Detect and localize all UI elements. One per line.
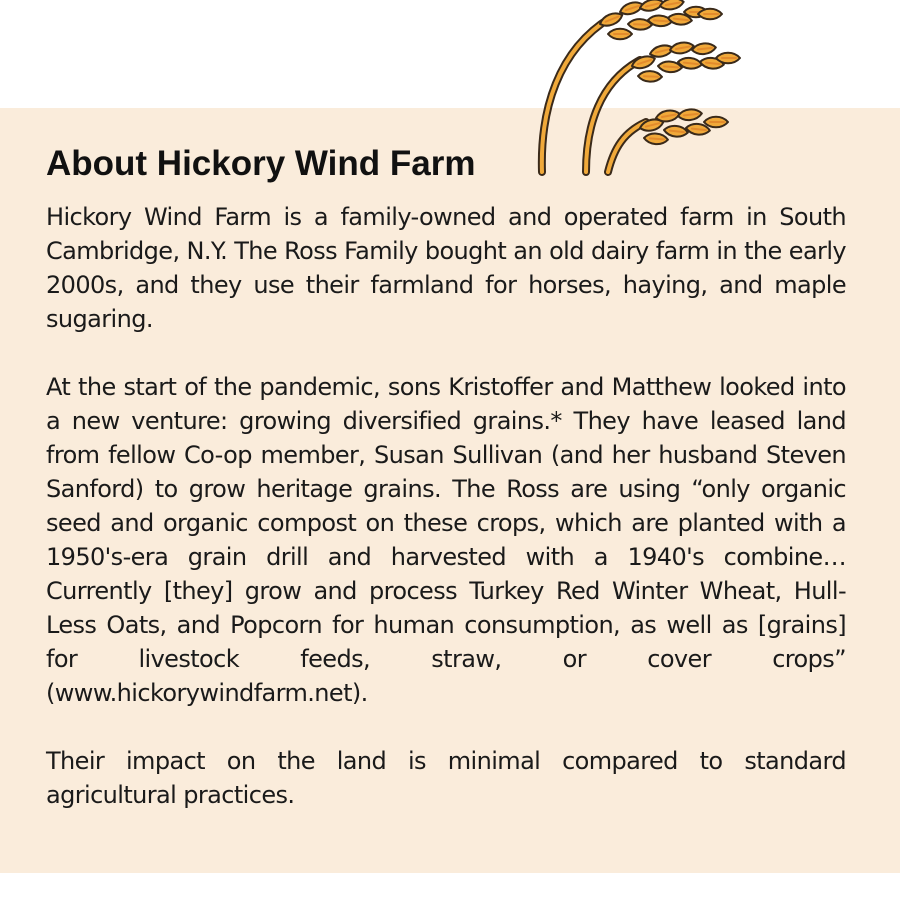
paragraph-grains: At the start of the pandemic, sons Kristoffer and Matthew looked into a new venture: growing diversified grains.* They have leased land from fellow Co-op member, Susan Sullivan (and her husband Steven Sanford) to grow heritage grains. The Ross are using “only organic seed and organic compost on these crops, which are planted with a 1950's-era grain drill and harvested with a 1940's combine…Currently [they] grow and process Turkey Red Winter Wheat, Hull-Less Oats, and Popcorn for human consumption, as well as [grains] for livestock feeds, straw, or cover crops” (www.hickorywindfarm.net). [46, 373, 846, 707]
wheat-head-1 [598, 0, 722, 39]
wheat-stalks-icon [528, 0, 748, 180]
wheat-head-2 [630, 41, 740, 82]
wheat-head-3 [639, 108, 728, 145]
paragraph-intro: Hickory Wind Farm is a family-owned and operated farm in South Cambridge, N.Y. The Ross Family bought an old dairy farm in the early 2000s, and they use their farmland for horses, haying, and maple sugaring. [46, 203, 846, 333]
article-body [46, 200, 846, 812]
article-title: About Hickory Wind Farm [46, 144, 476, 183]
paragraph-impact: Their impact on the land is minimal compared to standard agricultural practices. [46, 747, 846, 809]
